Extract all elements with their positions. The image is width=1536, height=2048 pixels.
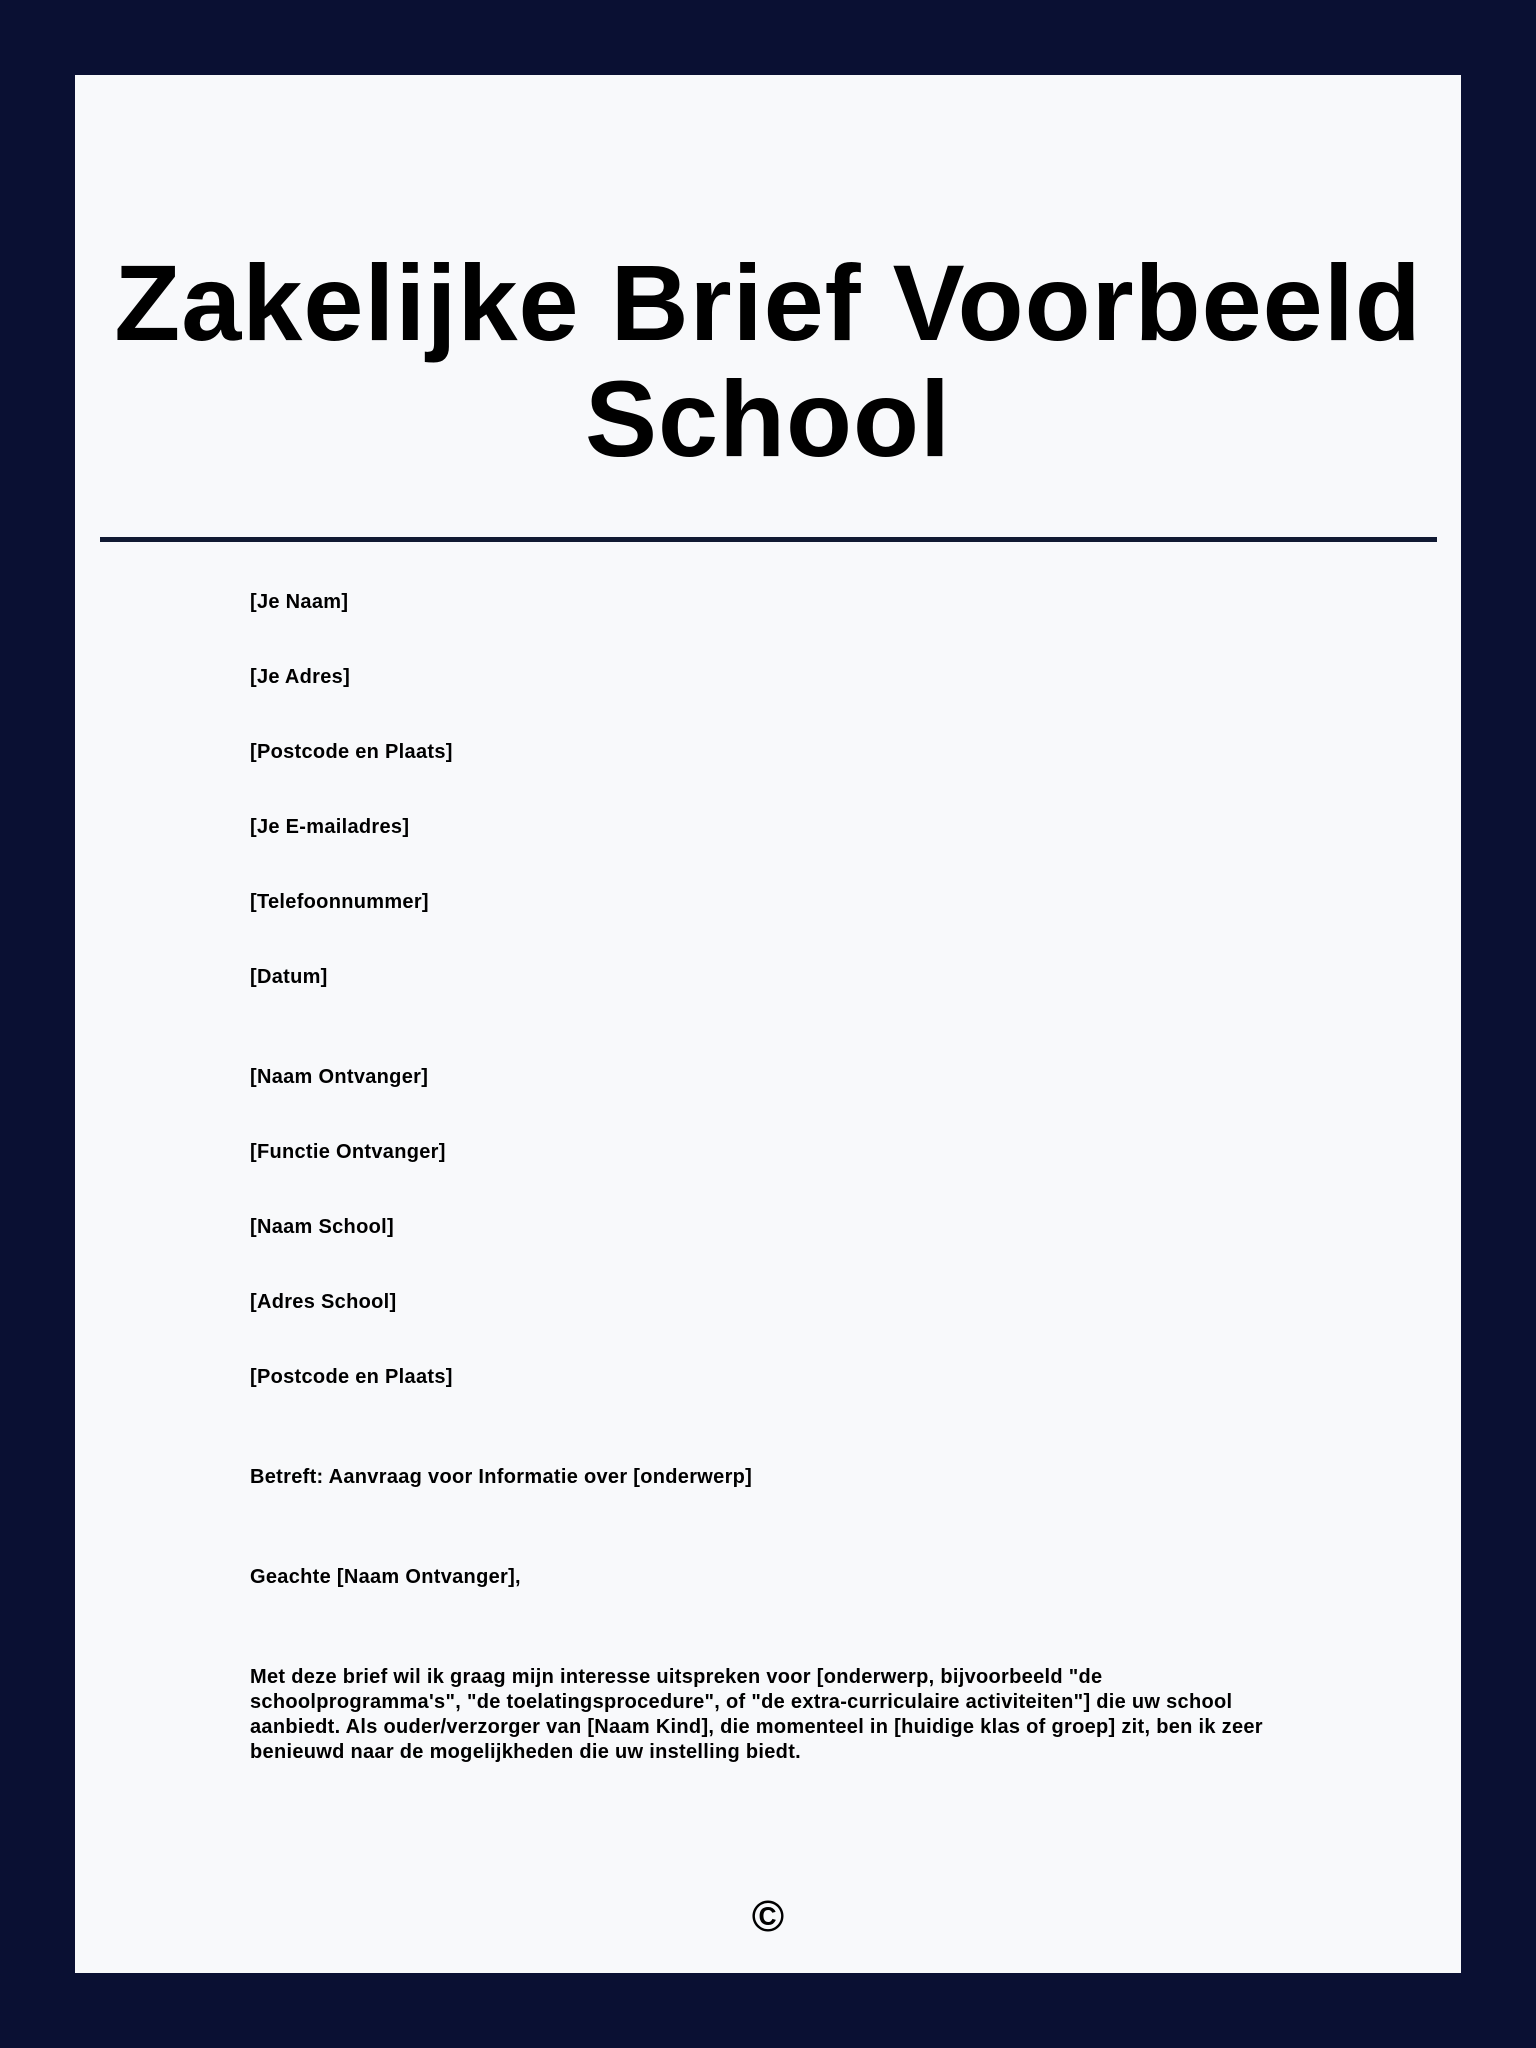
sender-address: [Je Adres]: [250, 666, 351, 688]
recipient-function: [Functie Ontvanger]: [250, 1141, 446, 1163]
sender-postal-city: [Postcode en Plaats]: [250, 741, 453, 763]
document-page: [75, 75, 1461, 1973]
letter-subject: Betreft: Aanvraag voor Informatie over [onderwerp]: [250, 1466, 753, 1488]
recipient-name: [Naam Ontvanger]: [250, 1066, 429, 1088]
recipient-school: [Naam School]: [250, 1216, 394, 1238]
sender-email: [Je E-mailadres]: [250, 816, 410, 838]
sender-phone: [Telefoonnummer]: [250, 891, 429, 913]
recipient-postal-city: [Postcode en Plaats]: [250, 1366, 453, 1388]
sender-name: [Je Naam]: [250, 591, 349, 613]
copyright-icon: ©: [751, 1892, 785, 1941]
recipient-school-address: [Adres School]: [250, 1291, 397, 1313]
title-divider: [100, 537, 1437, 542]
letter-date: [Datum]: [250, 966, 328, 988]
document-title: Zakelijke Brief Voorbeeld School: [114, 242, 1422, 479]
letter-paragraph: Met deze brief wil ik graag mijn interesse uitspreken voor [onderwerp, bijvoorbeeld "de schoolprogramma's", "de toelatingsprocedure", of "de extra-curriculaire activiteiten"] die uw school aanbiedt. Als ouder/verzorger van [Naam Kind], die momenteel in [huidige klas of groep] zit, ben ik zeer benieuwd naar de mogelijkheden die uw instelling biedt.: [250, 1666, 1263, 1763]
letter-salutation: Geachte [Naam Ontvanger],: [250, 1566, 521, 1588]
